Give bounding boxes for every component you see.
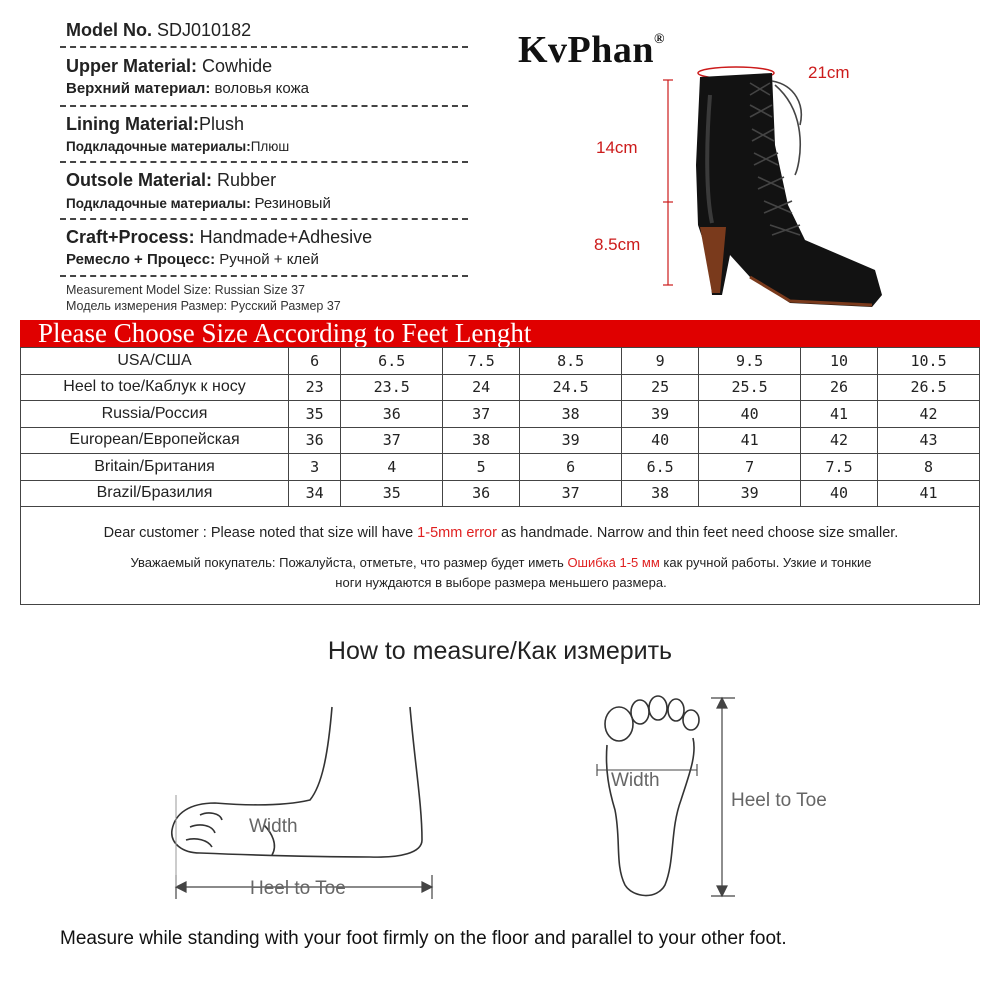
size-cell: 26 (801, 374, 878, 401)
circumference-label: 21cm (808, 63, 850, 82)
size-cell: 36 (341, 401, 443, 428)
shaft-height-label: 14cm (596, 138, 638, 157)
heel-height-label: 8.5cm (594, 235, 641, 254)
size-cell: 10 (801, 348, 878, 375)
size-cell: 40 (801, 480, 878, 507)
boot-image (600, 55, 900, 320)
size-cell: 41 (801, 401, 878, 428)
size-cell: 25.5 (699, 374, 801, 401)
size-cell: 38 (520, 401, 622, 428)
divider (60, 275, 468, 277)
side-length-label: Heel to Toe (250, 878, 346, 899)
size-row-label: Heel to toe/Каблук к носу (21, 374, 289, 401)
side-width-label: Width (249, 816, 298, 837)
size-cell: 8.5 (520, 348, 622, 375)
size-cell: 26.5 (878, 374, 980, 401)
size-row-label: European/Европейская (21, 427, 289, 454)
size-cell: 36 (443, 480, 520, 507)
divider (60, 46, 468, 48)
size-cell: 38 (622, 480, 699, 507)
brand-logo: KvPhan® (518, 29, 666, 71)
measure-model-size-ru: Модель измерения Размер: Русский Размер 37 (66, 299, 341, 313)
size-table-banner: Please Choose Size According to Feet Lenght (20, 320, 980, 347)
size-cell: 7 (699, 454, 801, 481)
size-cell: 38 (443, 427, 520, 454)
size-cell: 42 (801, 427, 878, 454)
upper-material-ru: Верхний материал: воловья кожа (66, 80, 309, 97)
size-cell: 6.5 (622, 454, 699, 481)
error-range-ru: Ошибка 1-5 мм (567, 555, 660, 570)
notice-english: Dear customer : Please noted that size will have 1-5mm error as handmade. Narrow and thin feet need choose size smaller. (103, 525, 899, 541)
size-cell: 23 (289, 374, 341, 401)
measure-instruction: Measure while standing with your foot firmly on the floor and parallel to your other foot. (60, 928, 787, 949)
size-table-row (21, 480, 980, 507)
boot-shape (696, 73, 882, 307)
size-cell: 4 (341, 454, 443, 481)
size-table-row (21, 427, 980, 454)
howto-title: How to measure/Как измерить (327, 637, 673, 665)
size-cell: 42 (878, 401, 980, 428)
error-range: 1-5mm error (417, 525, 497, 541)
size-cell: 7.5 (443, 348, 520, 375)
size-cell: 35 (341, 480, 443, 507)
model-number: Model No. SDJ010182 (66, 20, 252, 40)
size-cell: 37 (520, 480, 622, 507)
size-cell: 6 (289, 348, 341, 375)
size-row-label: USA/США (21, 348, 289, 375)
size-cell: 37 (341, 427, 443, 454)
divider (60, 105, 468, 107)
notice-russian: Уважаемый покупатель: Пожалуйста, отметьте, что размер будет иметь Ошибка 1-5 мм как ручной работы. Узкие и тонкие ноги нуждаются в выборе размера меньшего размера. (130, 555, 872, 590)
size-cell: 39 (520, 427, 622, 454)
size-table-row (21, 454, 980, 481)
lining-material: Lining Material:Plush (66, 114, 245, 134)
craft-process: Craft+Process: Handmade+Adhesive (66, 227, 373, 247)
size-cell: 41 (699, 427, 801, 454)
size-table-row (21, 401, 980, 428)
size-cell: 10.5 (878, 348, 980, 375)
craft-process-ru: Ремесло + Процесс: Ручной + клей (66, 251, 319, 268)
size-table (20, 347, 980, 507)
divider (60, 161, 468, 163)
size-cell: 3 (289, 454, 341, 481)
size-cell: 5 (443, 454, 520, 481)
size-cell: 43 (878, 427, 980, 454)
size-cell: 25 (622, 374, 699, 401)
size-cell: 40 (622, 427, 699, 454)
size-cell: 39 (699, 480, 801, 507)
sole-width-label: Width (611, 770, 660, 791)
lining-material-ru: Подкладочные материалы:Плюш (66, 139, 290, 154)
size-row-label: Russia/Россия (21, 401, 289, 428)
size-cell: 39 (622, 401, 699, 428)
sole-length-label: Heel to Toe (731, 790, 827, 811)
upper-material: Upper Material: Cowhide (66, 56, 273, 76)
sole-foot-diagram (585, 690, 755, 905)
outsole-material-ru: Подкладочные материалы: Резиновый (66, 195, 331, 212)
size-row-label: Brazil/Бразилия (21, 480, 289, 507)
size-cell: 40 (699, 401, 801, 428)
measure-model-size: Measurement Model Size: Russian Size 37 (66, 283, 306, 297)
size-cell: 24.5 (520, 374, 622, 401)
size-cell: 6 (520, 454, 622, 481)
outsole-material: Outsole Material: Rubber (66, 170, 277, 190)
size-cell: 34 (289, 480, 341, 507)
size-cell: 37 (443, 401, 520, 428)
size-cell: 23.5 (341, 374, 443, 401)
size-cell: 41 (878, 480, 980, 507)
size-cell: 6.5 (341, 348, 443, 375)
size-row-label: Britain/Британия (21, 454, 289, 481)
size-cell: 9 (622, 348, 699, 375)
size-cell: 9.5 (699, 348, 801, 375)
size-cell: 36 (289, 427, 341, 454)
size-cell: 8 (878, 454, 980, 481)
size-cell: 24 (443, 374, 520, 401)
divider (60, 218, 468, 220)
size-cell: 7.5 (801, 454, 878, 481)
size-cell: 35 (289, 401, 341, 428)
notice-box (20, 505, 980, 605)
size-table-row (21, 374, 980, 401)
size-table-row (21, 348, 980, 375)
